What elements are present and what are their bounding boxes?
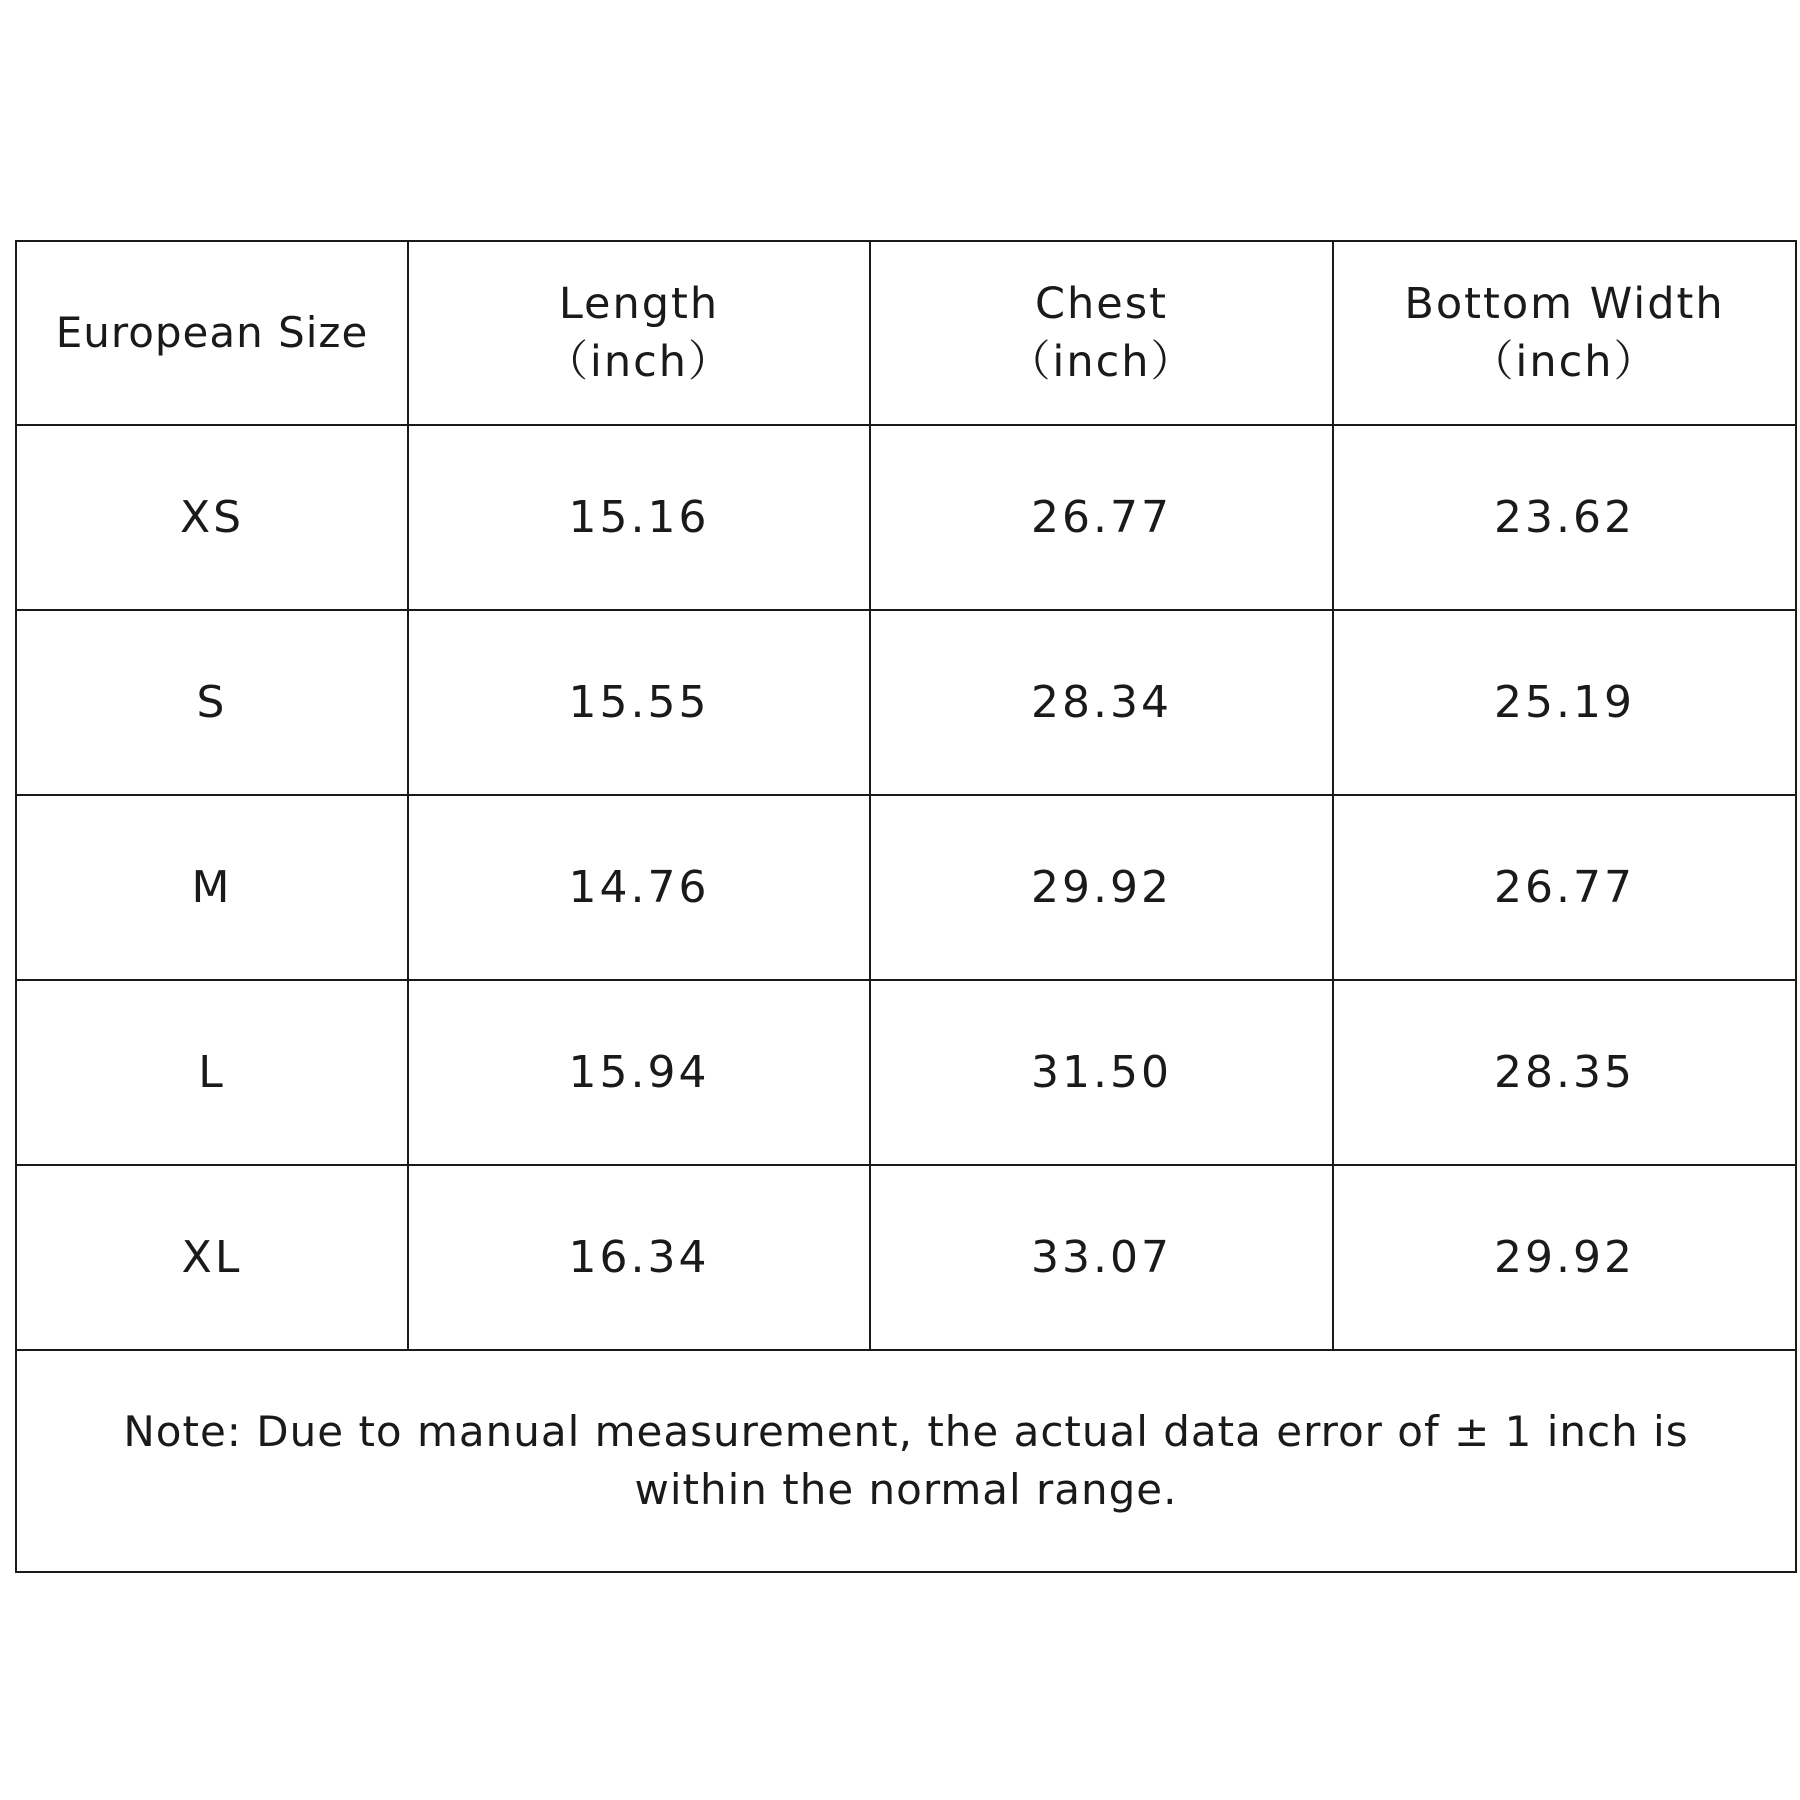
table-row bbox=[16, 1165, 1796, 1350]
table-row bbox=[16, 980, 1796, 1165]
bottom-width-cell: 29.92 bbox=[1333, 1165, 1796, 1350]
measurement-note: Note: Due to manual measurement, the actual data error of ± 1 inch is within the normal range. bbox=[16, 1350, 1796, 1572]
size-cell: S bbox=[16, 610, 408, 795]
length-cell: 15.55 bbox=[408, 610, 870, 795]
length-cell: 15.94 bbox=[408, 980, 870, 1165]
length-cell: 14.76 bbox=[408, 795, 870, 980]
header-bottom-width: Bottom Width （inch） bbox=[1333, 241, 1796, 425]
table-row bbox=[16, 425, 1796, 610]
table-row bbox=[16, 610, 1796, 795]
header-european-size: European Size bbox=[16, 241, 408, 425]
size-chart-table bbox=[15, 240, 1797, 1573]
chest-cell: 28.34 bbox=[870, 610, 1333, 795]
bottom-width-cell: 26.77 bbox=[1333, 795, 1796, 980]
table-header-row bbox=[16, 241, 1796, 425]
bottom-width-cell: 28.35 bbox=[1333, 980, 1796, 1165]
bottom-width-cell: 25.19 bbox=[1333, 610, 1796, 795]
chest-cell: 29.92 bbox=[870, 795, 1333, 980]
bottom-width-cell: 23.62 bbox=[1333, 425, 1796, 610]
length-cell: 16.34 bbox=[408, 1165, 870, 1350]
size-cell: M bbox=[16, 795, 408, 980]
size-cell: XS bbox=[16, 425, 408, 610]
size-cell: XL bbox=[16, 1165, 408, 1350]
size-cell: L bbox=[16, 980, 408, 1165]
header-chest: Chest （inch） bbox=[870, 241, 1333, 425]
chest-cell: 26.77 bbox=[870, 425, 1333, 610]
header-length: Length （inch） bbox=[408, 241, 870, 425]
length-cell: 15.16 bbox=[408, 425, 870, 610]
chest-cell: 33.07 bbox=[870, 1165, 1333, 1350]
note-row bbox=[16, 1350, 1796, 1572]
table-row bbox=[16, 795, 1796, 980]
chest-cell: 31.50 bbox=[870, 980, 1333, 1165]
